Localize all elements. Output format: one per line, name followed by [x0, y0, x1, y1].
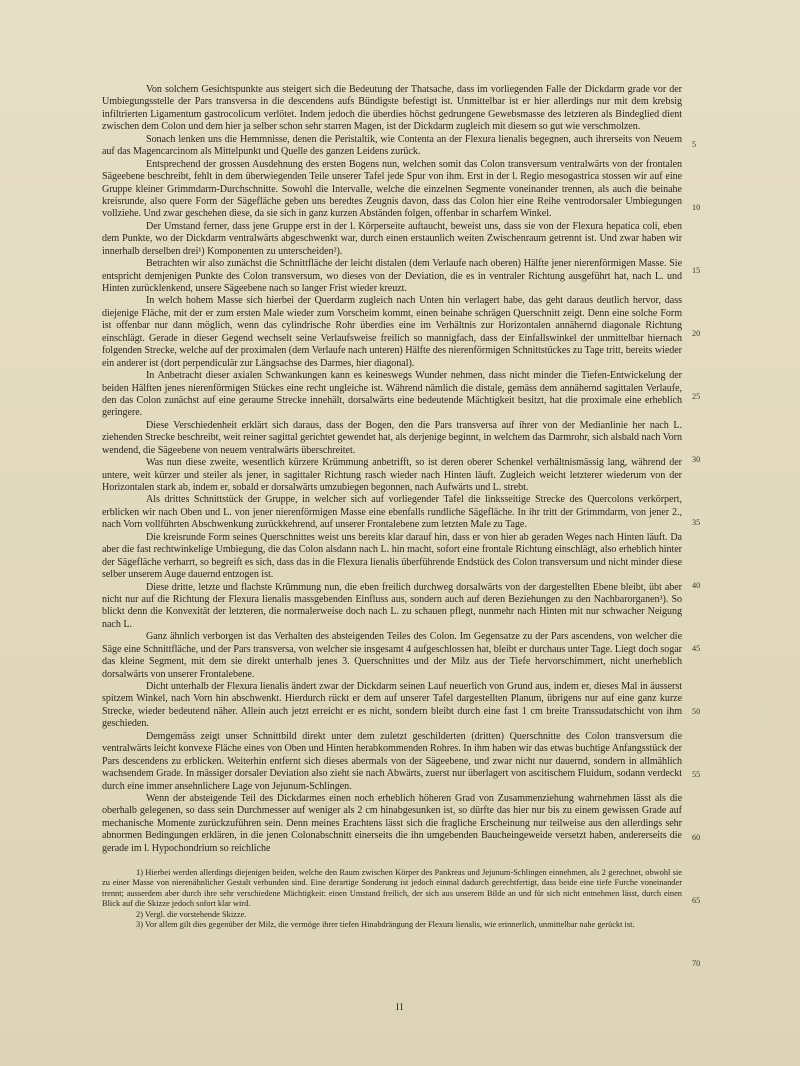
paragraph: Diese Verschiedenheit erklärt sich daraus, dass der Bogen, den die Pars transversa auf ihrer von der Medianlinie her nach L. ziehenden Strecke beschreibt, weit reiner sagittal gerichtet gewendet hat, als derjenige beginnt, in welchem das Darmrohr, sich alsbald nach Vorn wendend, die Sägeebene von neuem ventralwärts überschreitet.	[102, 419, 682, 456]
line-number: 65	[692, 896, 701, 905]
footnote: 1) Hierbei werden allerdings diejenigen beiden, welche den Raum zwischen Körper des Pankreas und Jejunum-Schlingen einnehmen, als 2 gerechnet, obwohl sie zu einer Masse von nierenähnlicher Gestalt verbunden sind. Eine derartige Sonderung ist jedoch einmal dadurch gerechtfertigt, dass beide eine tiefe Furche voneinander trennt; ausserdem aber durch ihre sehr verschiedene Mächtigkeit: einen Umstand freilich, der sich aus unserem Bilde an und für sich nicht entnehmen lässt, durch einen Blick auf die Skizze jedoch sofort klar wird.	[102, 868, 682, 909]
paragraph: Betrachten wir also zunächst die Schnittfläche der leicht distalen (dem Verlaufe nach oberen) Hälfte jener nierenförmigen Masse. Sie entspricht demjenigen Punkte des Colon transversum, wo dieses von der Deviation, die es in ventraler Richtung ausgeführt hat, nach L. und Hinten zurücklenkend, unsere Sägeebene nach so langer Frist wieder kreuzt.	[102, 258, 682, 294]
paragraph: Was nun diese zweite, wesentlich kürzere Krümmung anbetrifft, so ist deren oberer Schenkel verhältnismässig lang, während der untere, weit kürzer und steiler als jener, in sagittaler Richtung rasch wieder nach Hinten läuft. Zugleich weicht letzterer wiederum von der Horizontalen stark ab, indem er, sobald er dorsalwärts umzubiegen begonnen, nach Aufwärts und L. strebt.	[102, 457, 682, 493]
line-number: 45	[692, 644, 701, 653]
paragraph: In welch hohem Masse sich hierbei der Querdarm zugleich nach Unten hin verlagert habe, das geht daraus deutlich hervor, dass diejenige Fläche, mit der er zum ersten Male wieder zum Vorscheim kommt, einen beinahe schrägen Querschnitt zeigt. Denn eine solche Form ist offenbar nur dann möglich, wenn das cylindrische Rohr überdies eine im Verhältnis zur Horizontalen annähernd diagonale Richtung einschlägt. Gerade in dieser Gegend wechselt seine Verlaufsweise freilich so mannigfach, dass der Einfallswinkel der unmittelbar hiernach folgenden Strecke, welche auf der proximalen (dem Verlaufe nach unteren) Hälfte des nierenförmigen Schnittstückes zu Tage tritt, bereits wieder ein anderer ist (dort perpendiculär zur Längsachse des Darmes, hier diagonal).	[102, 295, 682, 369]
line-number: 15	[692, 266, 701, 275]
line-number: 10	[692, 203, 701, 212]
body-text	[102, 84, 682, 855]
line-number: 30	[692, 455, 701, 464]
page-number: II	[395, 1003, 405, 1013]
paragraph: Dicht unterhalb der Flexura lienalis ändert zwar der Dickdarm seinen Lauf neuerlich von Grund aus, indem er, dieses Mal in äusserst spitzem Winkel, nach Vorn hin abschwenkt. Hierdurch rückt er dem auf unserer Tafel dargestellten Planum, übrigens nur auf eine ganz kurze Strecke, wieder bedeutend näher. Allein auch jetzt erreicht er es nicht, sondern bleibt durch eine fast 1 cm breite Transsudatschicht von ihm geschieden.	[102, 681, 682, 730]
line-number: 55	[692, 770, 701, 779]
paragraph: Sonach lenken uns die Hemmnisse, denen die Peristaltik, wie Contenta an der Flexura lienalis begegnen, auch ihrerseits von Neuem auf das Magencarcinom als Mittelpunkt und Quelle des ganzen Leidens zurück.	[102, 133, 682, 158]
paragraph: Die kreisrunde Form seines Querschnittes weist uns bereits klar darauf hin, dass er von hier ab geraden Weges nach Hinten läuft. Da aber die fast rechtwinkelige Umbiegung, die das Colon alsdann nach L. hin macht, sofort eine frontale Richtung einschlägt, also erheblich hinter der Sägefläche verharrt, so begreift es sich, dass das in die Flexura lienalis überführende Endstück des Colon transversum und nicht minder diese selber unserem Auge dauernd entzogen ist.	[102, 531, 682, 581]
paragraph: Als drittes Schnittstück der Gruppe, in welcher sich auf vorliegender Tafel die linksseitige Strecke des Quercolons verkörpert, erblicken wir nach Oben und L. von jener nierenförmigen Masse eine ebenfalls rundliche Sägefläche. In ihr tritt der Grimmdarm, von jener 2., nach Vorn vollführten Abschwenkung zurückkehrend, auf unserer Frontalebene zum letzten Male zu Tage.	[102, 494, 682, 531]
line-number: 25	[692, 392, 701, 401]
paragraph: Von solchem Gesichtspunkte aus steigert sich die Bedeutung der Thatsache, dass im vorliegenden Falle der Dickdarm grade vor der Umbiegungsstelle der Pars transversa in die descendens aufs Bündigste befestigt ist. Unmittelbar ist er hier allerdings nur mit dem krebsig infiltrierten Ligamentum gastrocolicum verlötet. Indem jedoch die überdies höchst gedrungene Gewebsmasse des letzteren als Bindeglied dient zwischen dem Colon und dem hier ja selber schon sehr starren Magen, ist der Dickdarm zugleich mit diesem so gut wie verschmolzen.	[102, 84, 682, 133]
line-number: 70	[692, 959, 701, 968]
paragraph: Demgemäss zeigt unser Schnittbild direkt unter dem zuletzt geschilderten (dritten) Querschnitte des Colon transversum die ventralwärts leicht konvexe Fläche eines von Oben und Hinten herabkommenden Rohres. In ihm haben wir das etwas buchtige Anfangsstück der Pars descendens zu erblicken. Weiterhin entfernt sich dieses abermals von der Sägeebene, und zwar nicht nur dauernd, sondern in allmählich wachsendem Grade. In mässiger dorsaler Deviation also zieht sie nach Abwärts, zuerst nur überlagert von ascitischem Fluidum, sodann verdeckt durch eine immer ansehnlichere Lage von Jejunum-Schlingen.	[102, 730, 682, 792]
paragraph: Entsprechend der grossen Ausdehnung des ersten Bogens nun, welchen somit das Colon transversum ventralwärts von der frontalen Sägeebene beschreibt, fehlt in dem überwiegenden Teile unserer Tafel jede Spur von ihm. Erst in der l. Regio mesogastrica stossen wir auf eine Gruppe kleiner Grimmdarm-Durchschnitte. Sowohl die Intervalle, welche die einzelnen Segmente voneinander trennen, als auch die beinahe kreisrunde, also quere Form der Sägefläche geben uns beredtes Zeugnis davon, dass das Colon hier eine Reihe ventrodorsaler Umbiegungen vollziehe. Und zwar geschehen diese, da sie sich in ganz kurzen Abständen folgen, offenbar in scharfem Winkel.	[102, 158, 682, 220]
paragraph: Ganz ähnlich verborgen ist das Verhalten des absteigenden Teiles des Colon. Im Gegensatze zu der Pars ascendens, von welcher die Säge eine Schnittfläche, und der Pars transversa, von welcher sie insgesamt 4 aufgeschlossen hat, bleibt er durchaus unter Tage. Liegt doch sogar das kleine Segment, mit dem sie direkt unterhalb jenes 3. Querschnittes und der Milz aus der Tiefe hervorschimmert, nicht unerheblich dorsalwärts von unserer Frontalebene.	[102, 631, 682, 680]
line-number: 5	[692, 140, 697, 149]
footnote: 2) Vergl. die vorstehende Skizze.	[136, 909, 247, 919]
line-number: 50	[692, 707, 701, 716]
footnotes	[102, 868, 682, 930]
paragraph: Diese dritte, letzte und flachste Krümmung nun, die eben freilich durchweg dorsalwärts von der dargestellten Ebene bleibt, übt aber nicht nur auf die Richtung der Flexura lienalis massgebenden Einfluss aus, sondern auch auf deren Beziehungen zu den Nachbarorganen³). So blickt denn die Konvexität der letzteren, die normalerweise doch nach L. zu schauen pflegt, nunmehr nach Hinten mit nur schwacher Neigung nach L.	[102, 581, 682, 630]
line-number: 40	[692, 581, 701, 590]
line-number: 35	[692, 518, 701, 527]
footnote: 3) Vor allem gilt dies gegenüber der Milz, die vermöge ihrer tiefen Hinabdrängung der Flexura lienalis, wie erinnerlich, unmittelbar nahe gerückt ist.	[136, 920, 635, 930]
line-number: 60	[692, 833, 701, 842]
line-number: 20	[692, 329, 701, 338]
paragraph: Der Umstand ferner, dass jene Gruppe erst in der l. Körperseite auftaucht, beweist uns, dass sie von der Flexura hepatica coli, eben dem Punkte, wo der Dickdarm ventralwärts abgeschwenkt war, durch einen erstaunlich weiten Zwischenraum getrennt ist. Und zwar haben wir innerhalb derselben drei¹) Komponenten zu unterscheiden²).	[102, 220, 682, 257]
paragraph: Wenn der absteigende Teil des Dickdarmes einen noch erheblich höheren Grad von Zusammenziehung wahrnehmen lässt als die oberhalb gelegenen, so dass sein Durchmesser auf weniger als 2 cm hinabgesunken ist, so dürfte das hier nur bis zu einem gewissen Grade auf mechanische Momente zurückzuführen sein. Denn meines Erachtens lässt sich die fragliche Erscheinung nur teilweise aus den allerdings sehr abnormen Bedingungen erklären, in die jenen Colonabschnitt einerseits die ihn umgebenden Baucheingeweide versetzt haben, andererseits die gerade im l. Hypochondrium so reichliche	[102, 792, 682, 854]
paragraph: In Anbetracht dieser axialen Schwankungen kann es keineswegs Wunder nehmen, dass nicht minder die Tiefen-Entwickelung der beiden Hälften jenes nierenförmigen Stückes eine recht ungleiche ist. Während nämlich die distale, gemäss dem annähernd sagittalen Verlaufe, den das Colon zunächst auf eine geraume Strecke innehält, dorsalwärts eine bedeutende Mächtigkeit besitzt, hat die proximale eine erheblich geringere.	[102, 370, 682, 419]
